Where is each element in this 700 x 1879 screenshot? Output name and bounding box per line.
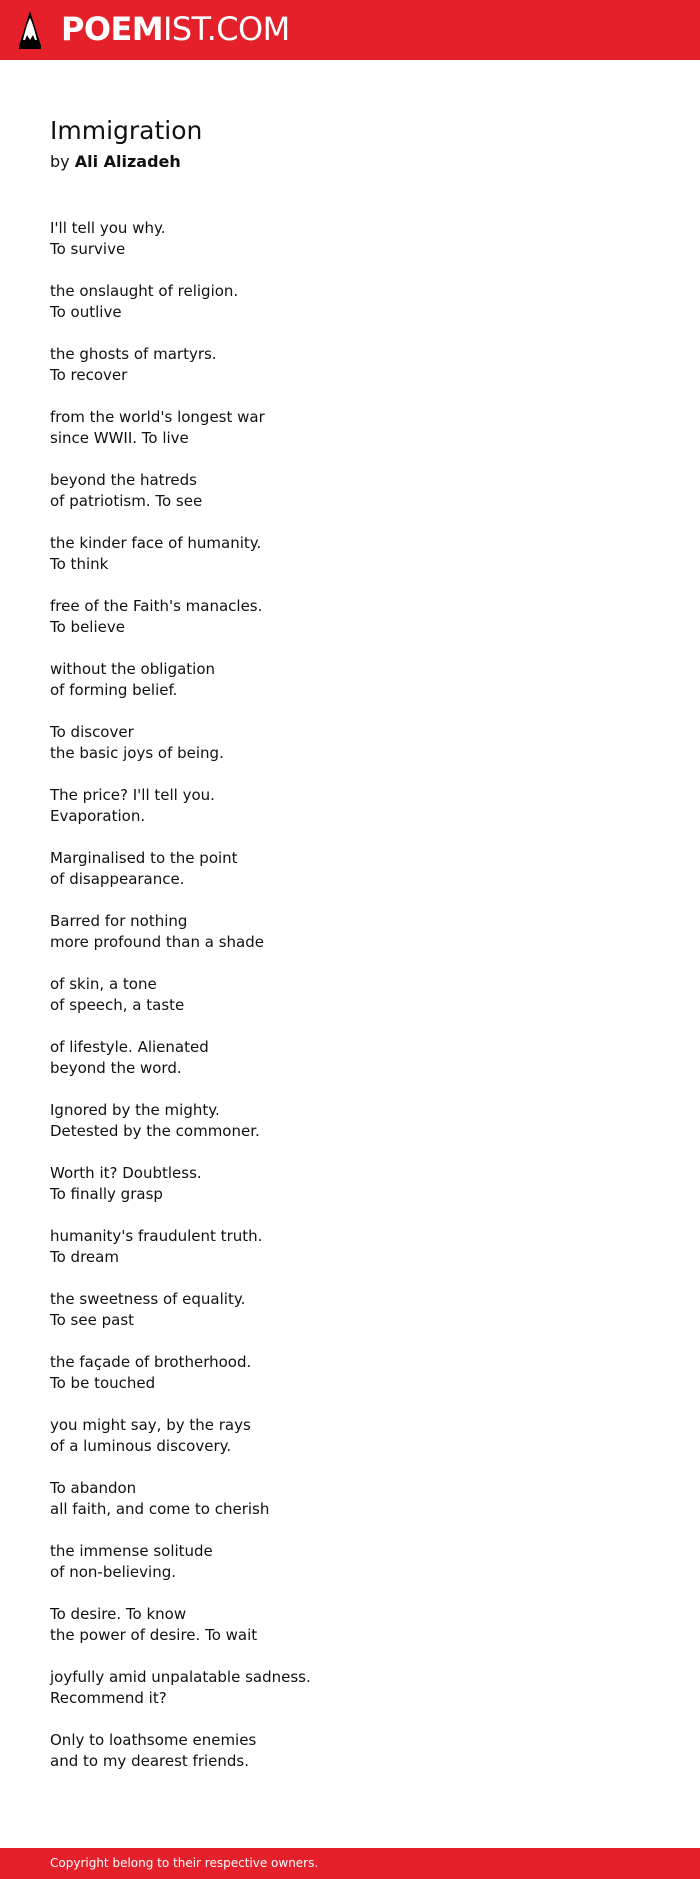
poem-stanza [50, 1541, 650, 1583]
poem-title: Immigration [50, 116, 203, 145]
copyright-text: Copyright belong to their respective owners. [50, 1856, 319, 1870]
poem-author: Ali Alizadeh [74, 152, 181, 171]
poem-stanza [50, 470, 650, 512]
poem-line: To be touched [50, 1374, 156, 1392]
poem-line: To desire. To know [50, 1605, 187, 1623]
poem-stanza [50, 785, 650, 827]
poem-line: Evaporation. [50, 807, 146, 825]
poem-line: humanity's fraudulent truth. [50, 1227, 263, 1245]
poem-line: To think [50, 555, 109, 573]
poem-line: of patriotism. To see [50, 492, 203, 510]
site-header [0, 0, 700, 60]
poem-line: To discover [50, 723, 134, 741]
logo-bold-text: POEM [61, 10, 163, 48]
byline-label: by [50, 152, 70, 171]
poem-line: To dream [50, 1248, 119, 1266]
poem-stanza [50, 281, 650, 323]
poem-line: of lifestyle. Alienated [50, 1038, 209, 1056]
site-footer [0, 1848, 700, 1879]
poem-stanza [50, 1478, 650, 1520]
poem-line: of a luminous discovery. [50, 1437, 232, 1455]
poem-line: the façade of brotherhood. [50, 1353, 252, 1371]
poem-line: joyfully amid unpalatable sadness. [50, 1668, 311, 1686]
poem-line: To see past [50, 1311, 135, 1329]
poem-stanza [50, 1352, 650, 1394]
poem-line: Ignored by the mighty. [50, 1101, 220, 1119]
poem-line: the kinder face of humanity. [50, 534, 262, 552]
poem-stanza [50, 1604, 650, 1646]
poem-line: Detested by the commoner. [50, 1122, 260, 1140]
poem-line: To finally grasp [50, 1185, 163, 1203]
poem-line: beyond the word. [50, 1059, 182, 1077]
poem-stanza [50, 533, 650, 575]
poem-stanza [50, 848, 650, 890]
poem-stanza [50, 1037, 650, 1079]
poem-stanza [50, 1226, 650, 1268]
poem-stanza [50, 1730, 650, 1772]
poem-stanza [50, 407, 650, 449]
poem-line: To believe [50, 618, 125, 636]
site-logo[interactable] [61, 11, 290, 47]
poem-line: Barred for nothing [50, 912, 188, 930]
poem-line: of skin, a tone [50, 975, 157, 993]
poem-stanza [50, 1163, 650, 1205]
poem-line: since WWII. To live [50, 429, 189, 447]
poem-line: I'll tell you why. [50, 219, 166, 237]
poem-stanza [50, 911, 650, 953]
poem-line: of non-believing. [50, 1563, 176, 1581]
poem-stanza [50, 596, 650, 638]
poem-line: the ghosts of martyrs. [50, 345, 217, 363]
poem-line: without the obligation [50, 660, 216, 678]
poem-line: Only to loathsome enemies [50, 1731, 257, 1749]
poem-text [50, 218, 650, 1793]
poem-line: To abandon [50, 1479, 137, 1497]
poem-line: To survive [50, 240, 126, 258]
poem-byline [50, 151, 610, 173]
poem-stanza [50, 974, 650, 1016]
poem-line: free of the Faith's manacles. [50, 597, 263, 615]
poem-line: To recover [50, 366, 128, 384]
poem-line: the basic joys of being. [50, 744, 224, 762]
poem-stanza [50, 344, 650, 386]
poem-line: of forming belief. [50, 681, 178, 699]
poem-line: Recommend it? [50, 1689, 167, 1707]
poem-line: the onslaught of religion. [50, 282, 239, 300]
poem-line: Worth it? Doubtless. [50, 1164, 202, 1182]
poem-line: and to my dearest friends. [50, 1752, 249, 1770]
poem-line: The price? I'll tell you. [50, 786, 215, 804]
poem-line: Marginalised to the point [50, 849, 238, 867]
poem-stanza [50, 218, 650, 260]
logo-light-text: IST.COM [162, 10, 290, 48]
poem-stanza [50, 659, 650, 701]
poem-line: of disappearance. [50, 870, 185, 888]
poem-stanza [50, 722, 650, 764]
poem-line: the immense solitude [50, 1542, 213, 1560]
poem-line: you might say, by the rays [50, 1416, 251, 1434]
pen-nib-icon[interactable] [17, 9, 43, 51]
poem-line: from the world's longest war [50, 408, 265, 426]
poem-line: the power of desire. To wait [50, 1626, 258, 1644]
poem-stanza [50, 1289, 650, 1331]
poem-line: beyond the hatreds [50, 471, 197, 489]
poem-line: To outlive [50, 303, 122, 321]
poem-line: more profound than a shade [50, 933, 264, 951]
poem-line: of speech, a taste [50, 996, 185, 1014]
poem-stanza [50, 1100, 650, 1142]
poem-line: the sweetness of equality. [50, 1290, 246, 1308]
poem-stanza [50, 1415, 650, 1457]
poem-line: all faith, and come to cherish [50, 1500, 270, 1518]
poem-heading [50, 114, 610, 173]
poem-stanza [50, 1667, 650, 1709]
